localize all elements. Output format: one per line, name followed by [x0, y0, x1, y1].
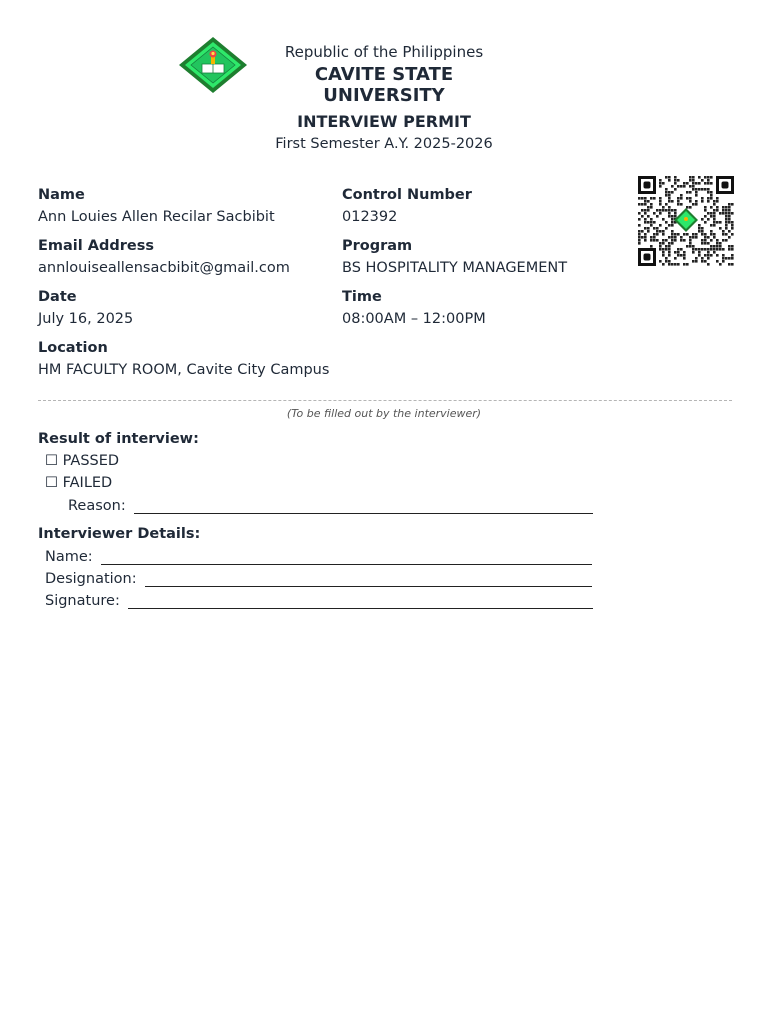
reason-line[interactable]	[134, 497, 593, 514]
location-value: HM FACULTY ROOM, Cavite City Campus	[38, 362, 330, 378]
document-header	[0, 0, 768, 106]
interviewer-note: (To be filled out by the interviewer)	[286, 407, 482, 420]
university-seal-icon	[178, 36, 248, 94]
page-title: INTERVIEW PERMIT	[297, 112, 471, 131]
program-value: BS HOSPITALITY MANAGEMENT	[342, 260, 568, 276]
interviewer-name-label: Name:	[45, 549, 93, 565]
signature-line[interactable]	[128, 592, 593, 609]
passed-checkbox[interactable]: ☐ PASSED	[45, 453, 120, 469]
date-label: Date	[38, 289, 77, 305]
reason-row	[68, 497, 593, 514]
email-value: annlouiseallensacbibit@gmail.com	[38, 260, 290, 276]
email-label: Email Address	[38, 238, 155, 254]
interviewer-name-row	[45, 548, 592, 565]
section-divider	[38, 400, 732, 401]
signature-label: Signature:	[45, 593, 120, 609]
semester-subtitle: First Semester A.Y. 2025-2026	[275, 136, 493, 152]
interviewer-name-line[interactable]	[101, 548, 592, 565]
date-field	[38, 288, 133, 328]
reason-label: Reason:	[68, 498, 126, 514]
time-field	[342, 288, 486, 328]
result-heading: Result of interview:	[38, 431, 199, 447]
designation-line[interactable]	[145, 570, 592, 587]
location-label: Location	[38, 340, 108, 356]
interviewer-details-heading: Interviewer Details:	[38, 526, 201, 542]
program-label: Program	[342, 238, 413, 254]
designation-row	[45, 570, 592, 587]
name-label: Name	[38, 187, 85, 203]
control-number-field	[342, 186, 472, 226]
name-field	[38, 186, 275, 226]
location-field	[38, 339, 329, 379]
control-number-value: 012392	[342, 209, 398, 225]
name-value: Ann Louies Allen Recilar Sacbibit	[38, 209, 275, 225]
republic-heading: Republic of the Philippines	[284, 43, 484, 61]
email-field	[38, 237, 290, 277]
date-value: July 16, 2025	[38, 311, 134, 327]
designation-label: Designation:	[45, 571, 137, 587]
failed-checkbox[interactable]: ☐ FAILED	[45, 475, 113, 491]
university-name: CAVITE STATE UNIVERSITY	[314, 64, 454, 106]
control-number-label: Control Number	[342, 187, 472, 203]
signature-row	[45, 592, 593, 609]
time-value: 08:00AM – 12:00PM	[342, 311, 486, 327]
program-field	[342, 237, 567, 277]
time-label: Time	[342, 289, 382, 305]
qr-code-icon	[638, 176, 734, 266]
